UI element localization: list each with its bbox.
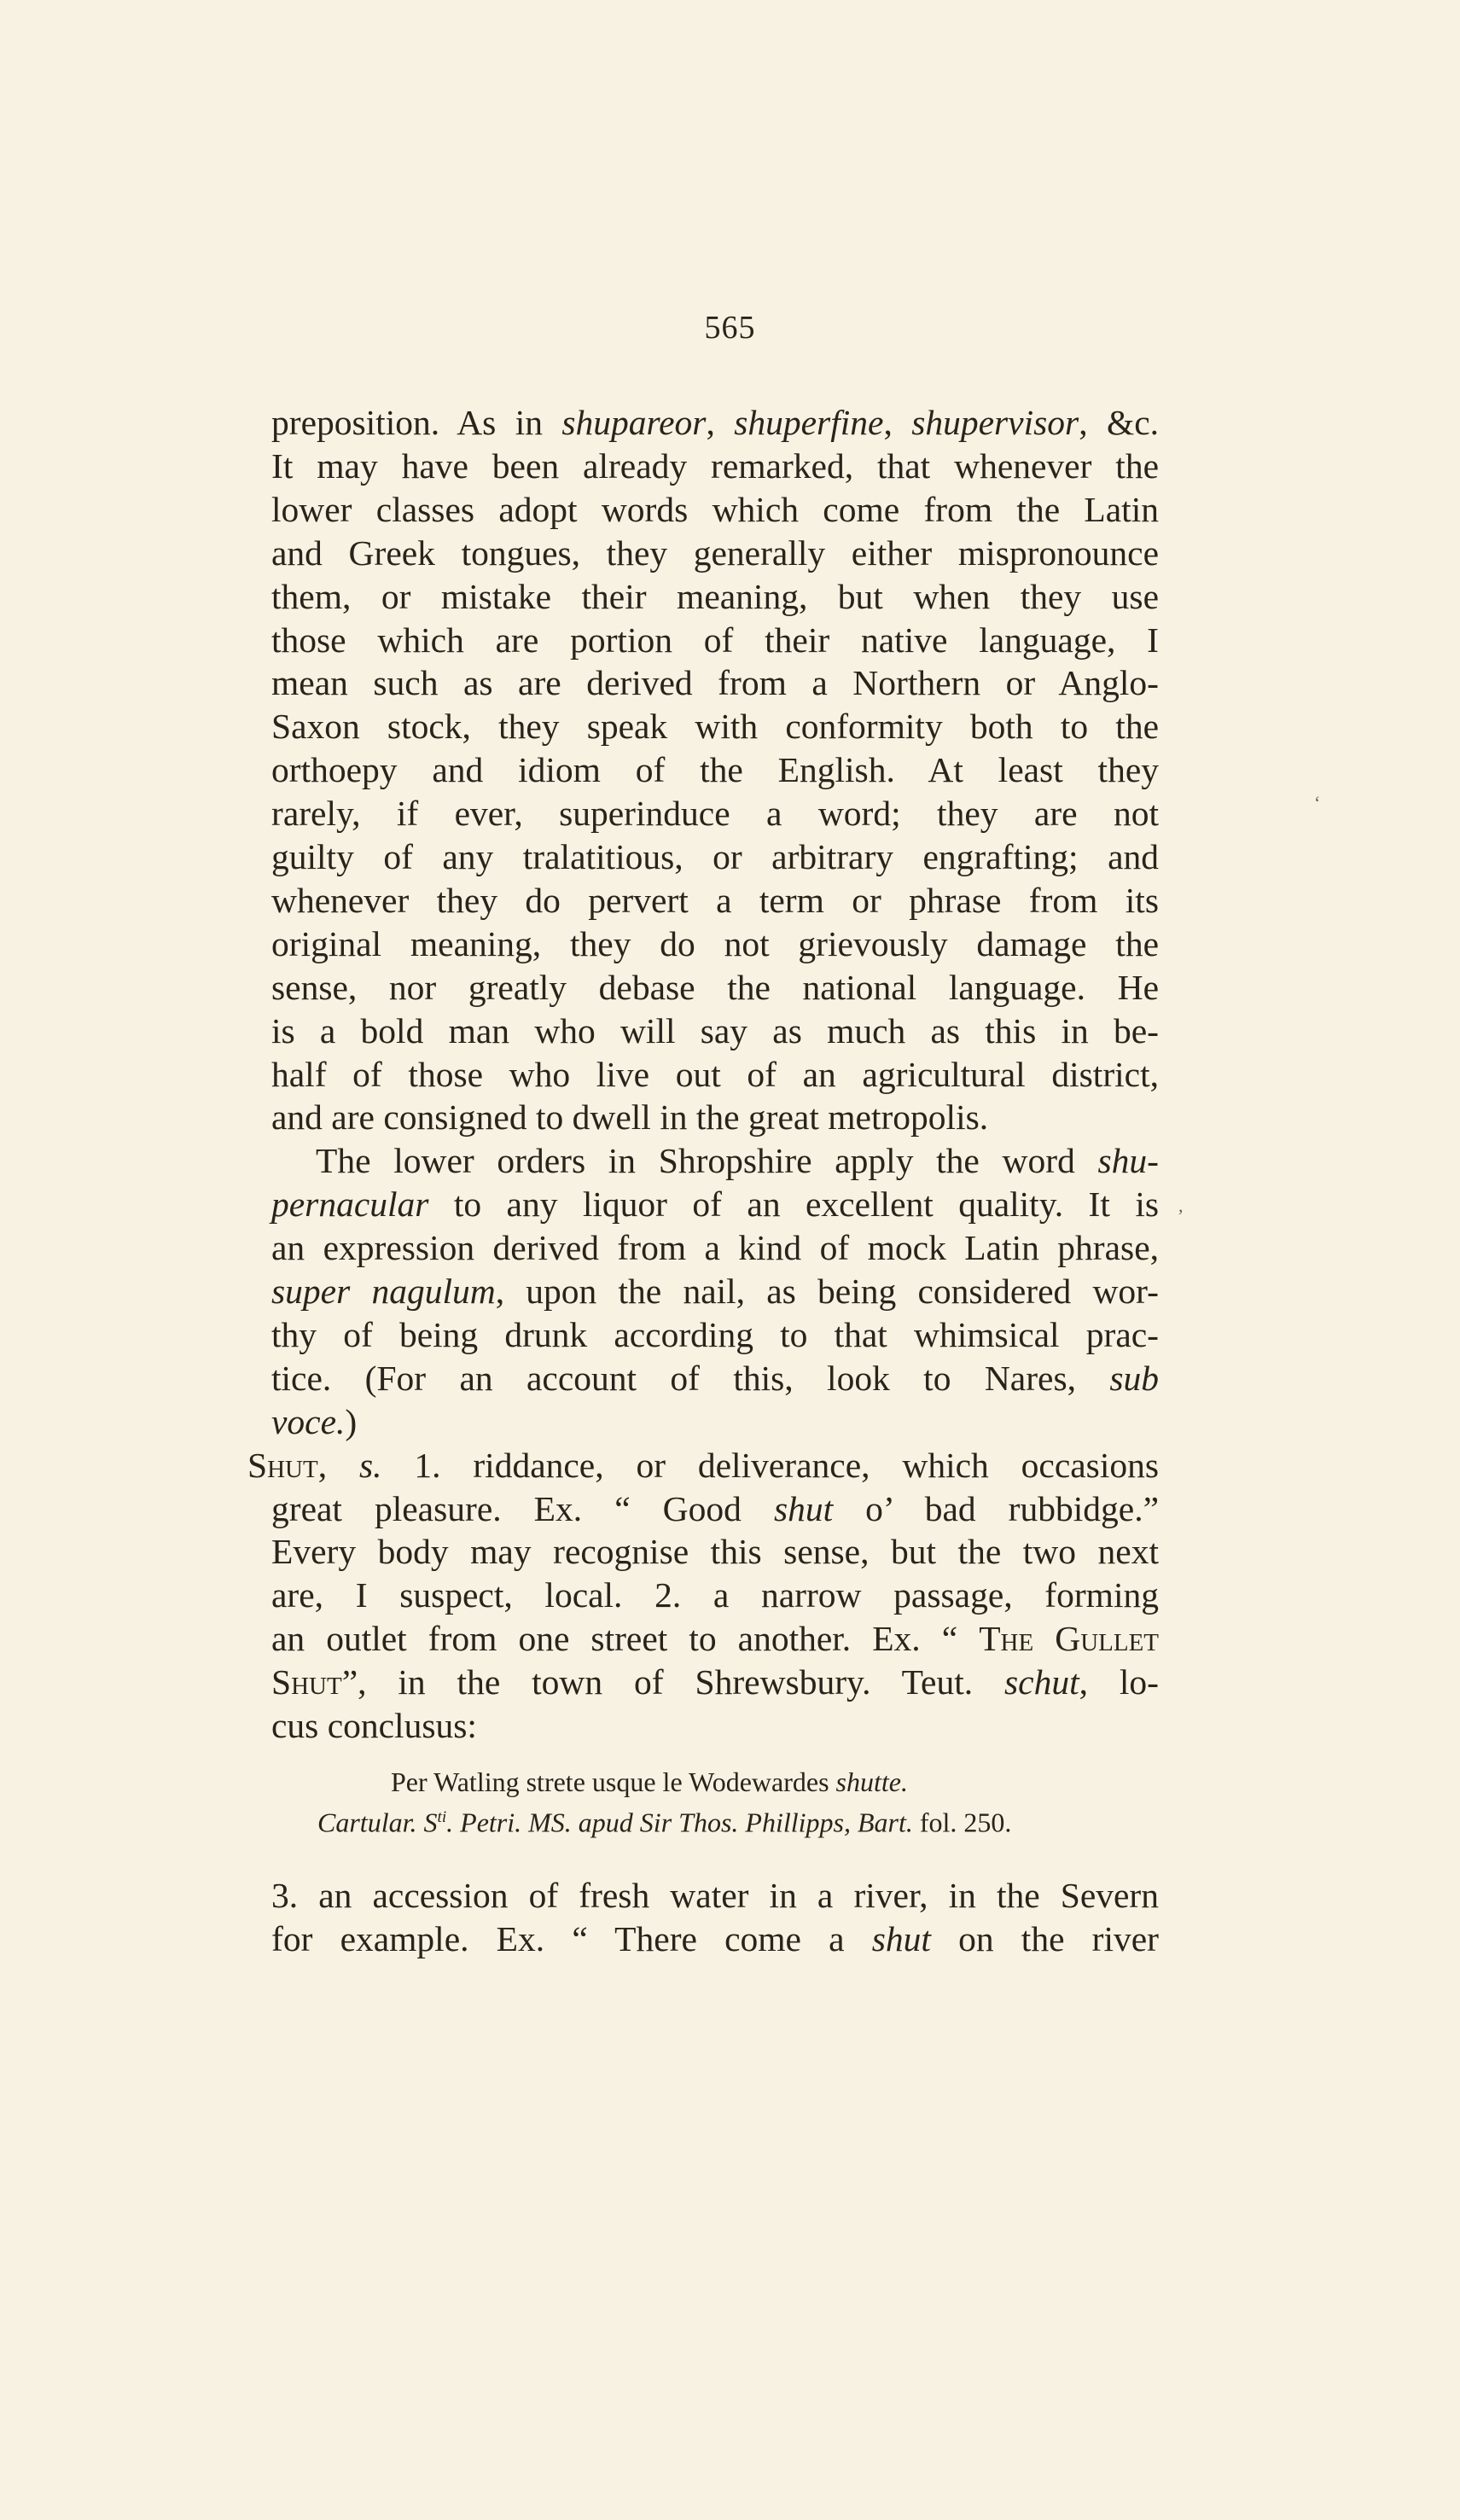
text-line (271, 879, 1159, 922)
text-line (247, 1444, 1159, 1487)
small-caps-text: Shut (271, 1662, 342, 1702)
margin-mark: ‘ (1314, 792, 1321, 813)
text-run: is a bold man who will say as much as this in be- (271, 1010, 1159, 1050)
italic-text: super nagulum (271, 1272, 496, 1311)
italic-text: sub (1109, 1358, 1159, 1398)
text-line (271, 1313, 1159, 1356)
text-line (271, 575, 1159, 618)
text-run: whenever they do pervert a term or phrase from its (271, 880, 1159, 920)
text-line (271, 401, 1159, 444)
italic-text: shupareor (561, 403, 707, 442)
text-run: to any liquor of an excellent quality. It is (428, 1184, 1159, 1225)
text-run: half of those who live out of an agricultural district, (271, 1054, 1159, 1094)
text-line (271, 1661, 1159, 1703)
text-line (271, 1874, 1159, 1917)
page-number: 565 (704, 310, 756, 346)
text-run: , upon the nail, as being considered wor- (495, 1272, 1159, 1311)
italic-text: Cartular. S (317, 1807, 438, 1838)
italic-text: shut (871, 1919, 931, 1958)
text-run: preposition. As in (271, 403, 562, 442)
text-run: great pleasure. Ex. “ Good (271, 1488, 774, 1528)
text-run: ) (345, 1401, 358, 1441)
italic-text: voce. (271, 1401, 346, 1441)
text-run: The lower orders in Shropshire apply the word (316, 1141, 1098, 1181)
text-run: Every body may recognise this sense, but the two next (271, 1532, 1159, 1572)
text-run: them, or mistake their meaning, but when they use (271, 576, 1159, 616)
text-run: , (883, 403, 912, 442)
italic-text: shut (773, 1488, 834, 1528)
quote-line (391, 1765, 908, 1799)
text-run: mean such as are derived from a Northern or Anglo- (271, 663, 1159, 703)
text-run: an expression derived from a kind of mock Latin phrase, (271, 1228, 1159, 1268)
text-line (271, 835, 1159, 878)
text-run: o’ bad rubbidge.” (833, 1488, 1159, 1528)
text-run: sense, nor greatly debase the national language. He (271, 967, 1159, 1007)
text-run: and are consigned to dwell in the great metropolis. (271, 1097, 989, 1138)
text-run: Per Watling strete usque le Wodewardes (391, 1766, 836, 1797)
text-line (271, 488, 1159, 531)
italic-text: shuperfine (734, 403, 884, 442)
text-line (271, 1574, 1159, 1616)
text-line (271, 1096, 1159, 1138)
text-run: orthoepy and idiom of the English. At least they (271, 750, 1159, 790)
text-line (271, 1053, 1159, 1096)
text-run: , (317, 1445, 359, 1485)
text-line (316, 1139, 1159, 1182)
text-line (271, 792, 1159, 835)
text-run: , (706, 403, 735, 442)
text-line (271, 445, 1159, 487)
text-run: cus conclusus: (271, 1706, 477, 1745)
text-run: tice. (For an account of this, look to Nares, (271, 1358, 1110, 1398)
italic-text: shutte. (835, 1766, 908, 1797)
text-run: lower classes adopt words which come from the Latin (271, 489, 1159, 529)
text-run: 1. riddance, or deliverance, which occasions (381, 1445, 1159, 1485)
italic-text: shu- (1097, 1141, 1159, 1181)
text-line (271, 966, 1159, 1009)
text-line (271, 748, 1159, 791)
italic-text: schut (1004, 1662, 1079, 1702)
text-run: for example. Ex. “ There come a (271, 1919, 872, 1958)
text-run: and Greek tongues, they generally either mispronounce (271, 533, 1159, 573)
italic-text: ti (437, 1808, 447, 1826)
text-line (271, 1400, 1159, 1443)
small-caps-text: Shut (247, 1445, 318, 1485)
margin-mark: , (1178, 1195, 1184, 1216)
text-run: Saxon stock, they speak with conformity both to the (271, 707, 1159, 747)
text-run: fol. 250. (912, 1807, 1012, 1838)
text-line (271, 922, 1159, 965)
text-run: guilty of any tralatitious, or arbitrary engrafting; and (271, 837, 1159, 876)
text-line (271, 1530, 1159, 1573)
text-line (271, 1357, 1159, 1400)
quote-citation (317, 1801, 1011, 1840)
text-line (271, 1617, 1159, 1660)
italic-text: s. (358, 1445, 382, 1485)
text-run: , &c. (1079, 403, 1160, 442)
text-line (271, 661, 1159, 704)
text-line (271, 1704, 1159, 1747)
text-run: on the river (930, 1919, 1159, 1958)
italic-text: pernacular (271, 1184, 429, 1225)
text-run: those which are portion of their native language, I (271, 620, 1159, 660)
text-line (271, 1487, 1159, 1530)
text-line (271, 1010, 1159, 1052)
text-line (271, 1183, 1159, 1225)
text-run: are, I suspect, local. 2. a narrow passage, forming (271, 1575, 1159, 1615)
text-run: It may have been already remarked, that whenever the (271, 445, 1159, 486)
text-run: rarely, if ever, superinduce a word; they are not (271, 794, 1159, 834)
text-run: original meaning, they do not grievously damage the (271, 923, 1159, 963)
text-line (271, 705, 1159, 748)
text-run: ”, in the town of Shrewsbury. Teut. (341, 1662, 1005, 1702)
small-caps-text: The Gullet (979, 1619, 1160, 1659)
text-line (271, 1270, 1159, 1312)
text-line (271, 1918, 1159, 1960)
text-run: an outlet from one street to another. Ex. “ (271, 1619, 980, 1659)
italic-text: . Petri. MS. apud Sir Thos. Phillipps, Bart. (446, 1807, 913, 1838)
italic-text: shupervisor (911, 403, 1079, 442)
text-line (271, 532, 1159, 574)
text-line (271, 1226, 1159, 1269)
text-run: , lo- (1079, 1662, 1159, 1702)
text-run: thy of being drunk according to that whimsical prac- (271, 1314, 1159, 1354)
text-run: 3. an accession of fresh water in a river, in the Severn (271, 1876, 1159, 1915)
text-line (271, 619, 1159, 661)
